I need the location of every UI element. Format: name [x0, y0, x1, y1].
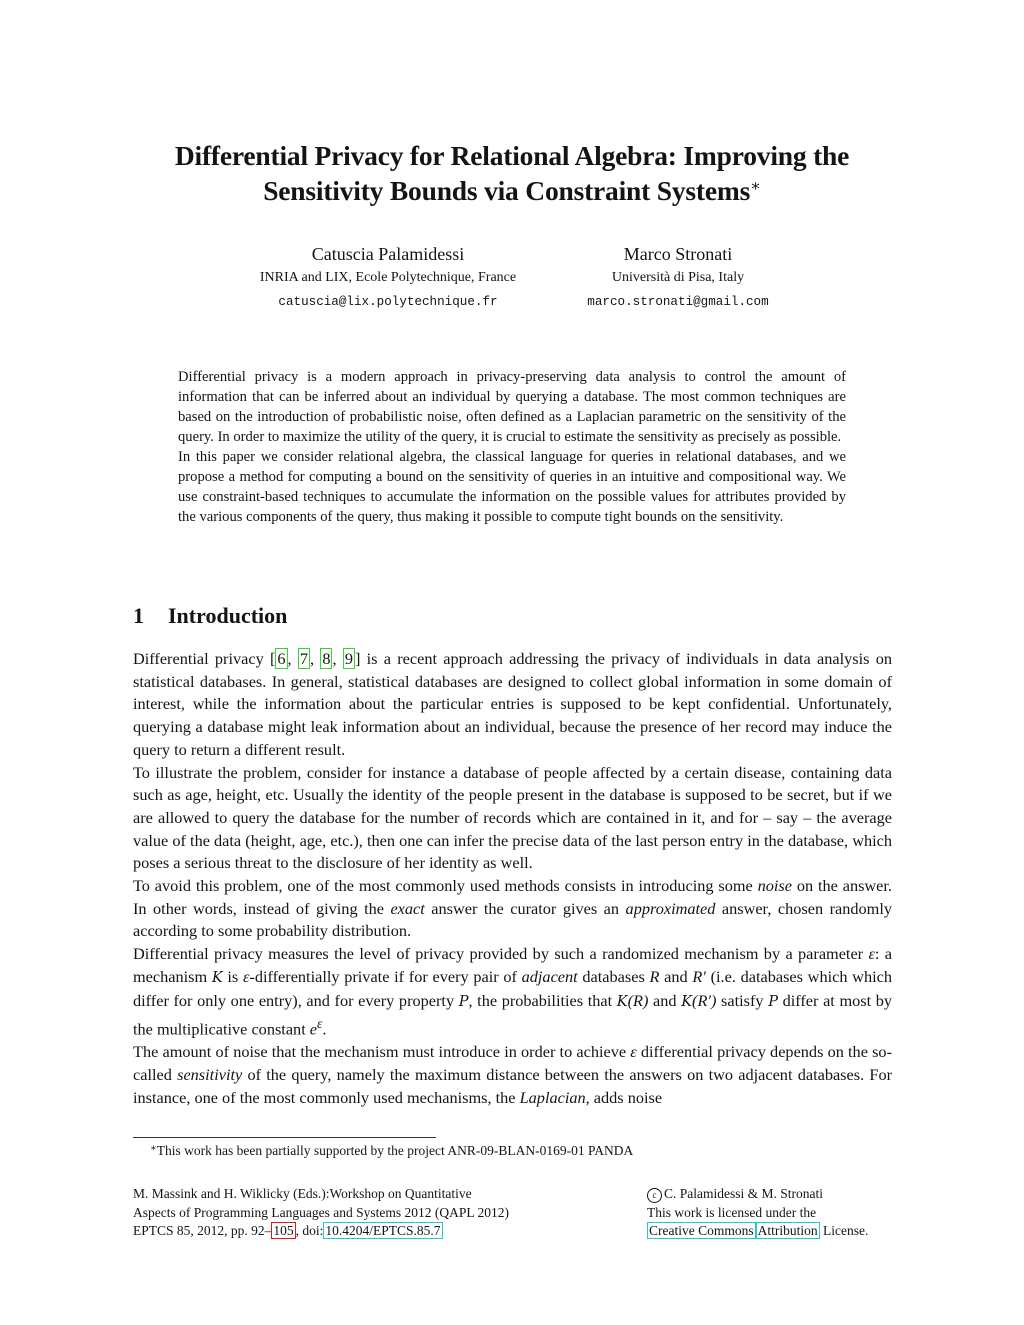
publication-info: M. Massink and H. Wiklicky (Eds.):Workshop on Quantitative Aspects of Programming Languages and Systems 2012 (QAPL 2012) EPTCS 85, 2012, pp. 92– 105 , doi: 10.4204/EPTCS.85.7 [133, 1186, 509, 1239]
author-email[interactable]: catuscia@lix.polytechnique.fr [278, 295, 498, 309]
citation-link[interactable]: 7 [299, 649, 309, 668]
footnote: ∗This work has been partially supported by the project ANR-09-BLAN-0169-01 PANDA [150, 1143, 634, 1158]
intro-paragraph-1: Differential privacy [ 6 , 7 , 8 , 9 ] is a recent approach addressing the privacy of individuals in data analysis on statistical databases. In general, statistical databases are designed to collect global information in some domain of interest, while the information about the particular entries is supposed to be kept confidential. Unfortunately, querying a database might leak information about an individual, because the presence of her record may induce the query to return a different result. [133, 649, 892, 759]
introduction-body [133, 648, 892, 1109]
intro-paragraph-5: The amount of noise that the mechanism must introduce in order to achieve ε differential privacy depends on the so-called sensitivity of the query, namely the maximum distance between the answers on two adjacent databases. For instance, one of the most commonly used mechanisms, the Laplacian, adds noise [133, 1042, 893, 1107]
title-line-1: Differential Privacy for Relational Algebra: Improving the [174, 140, 850, 171]
citation-link[interactable]: 9 [344, 649, 353, 668]
intro-paragraph-4: Differential privacy measures the level of privacy provided by such a randomized mechanism by a parameter ε: a mechanism K is ε-differentially private if for every pair of adjacent databases R and R′ (i.e. databases which which differ for only one entry), and for every property P, the probabilities that K(R) and K(R′) satisfy P differ at most by the multiplicative constant $e^\varepsilon$. [133, 944, 893, 1039]
author-block-1 [238, 242, 538, 311]
doi-link[interactable]: 10.4204/EPTCS.85.7 [325, 1223, 441, 1239]
citation-link[interactable]: 6 [277, 649, 286, 668]
section-title: Introduction [168, 603, 288, 628]
intro-paragraph-3: To avoid this problem, one of the most commonly used methods consists in introducing some noise on the answer. In other words, instead of giving the exact answer the curator gives an approximated answer, chosen randomly according to some probability distribution. [133, 876, 892, 941]
author-affiliation: Università di Pisa, Italy [611, 270, 745, 285]
abstract [178, 367, 846, 527]
author-name: Catuscia Palamidessi [311, 244, 465, 264]
section-number: 1 [133, 603, 144, 628]
intro-paragraph-2: To illustrate the problem, consider for instance a database of people affected by a certain disease, containing data such as age, height, etc. Usually the identity of the people present in the database is supposed to be secret, but if we are allowed to query the database for the number of records which are contained in it, and for – say – the average value of the data (height, age, etc.), then one can infer the precise data of the last person entry in the database, which poses a serious threat to the disclosure of her identity as well. [133, 762, 892, 873]
author-block-2 [556, 242, 800, 311]
title-line-2: Sensitivity Bounds via Constraint Systems [263, 175, 751, 206]
last-page-link[interactable]: 105 [273, 1223, 294, 1239]
creative-commons-link[interactable]: Creative Commons [649, 1223, 754, 1239]
citation-link[interactable]: 8 [322, 649, 331, 668]
copyright-icon: c [647, 1188, 662, 1203]
section-heading [133, 601, 287, 631]
title-footnote-mark: ∗ [750, 178, 761, 195]
paper-title [100, 138, 924, 208]
author-email[interactable]: marco.stronati@gmail.com [587, 295, 769, 309]
abstract-paragraph-1: Differential privacy is a modern approach in privacy-preserving data analysis to control the amount of information that can be inferred about an individual by querying a database. The most common techniques are based on the introduction of probabilistic noise, often defined as a Laplacian parametric on the sensitivity of the query. In order to maximize the utility of the query, it is crucial to estimate the sensitivity as precisely as possible. [178, 369, 846, 445]
author-affiliation: INRIA and LIX, Ecole Polytechnique, France [259, 270, 517, 285]
footnote-rule [133, 1137, 436, 1138]
author-name: Marco Stronati [623, 244, 733, 264]
abstract-paragraph-2: In this paper we consider relational algebra, the classical language for queries in relational databases, and we propose a method for computing a bound on the sensitivity of queries in an intuitive and compositional way. We use constraint-based techniques to accumulate the information on the possible values for attributes provided by the various components of the query, thus making it possible to compute tight bounds on the sensitivity. [178, 449, 846, 525]
attribution-link[interactable]: Attribution [757, 1223, 818, 1239]
license-info: c C. Palamidessi & M. Stronati This work is licensed under the Creative Commons Attribution License. [647, 1186, 869, 1239]
